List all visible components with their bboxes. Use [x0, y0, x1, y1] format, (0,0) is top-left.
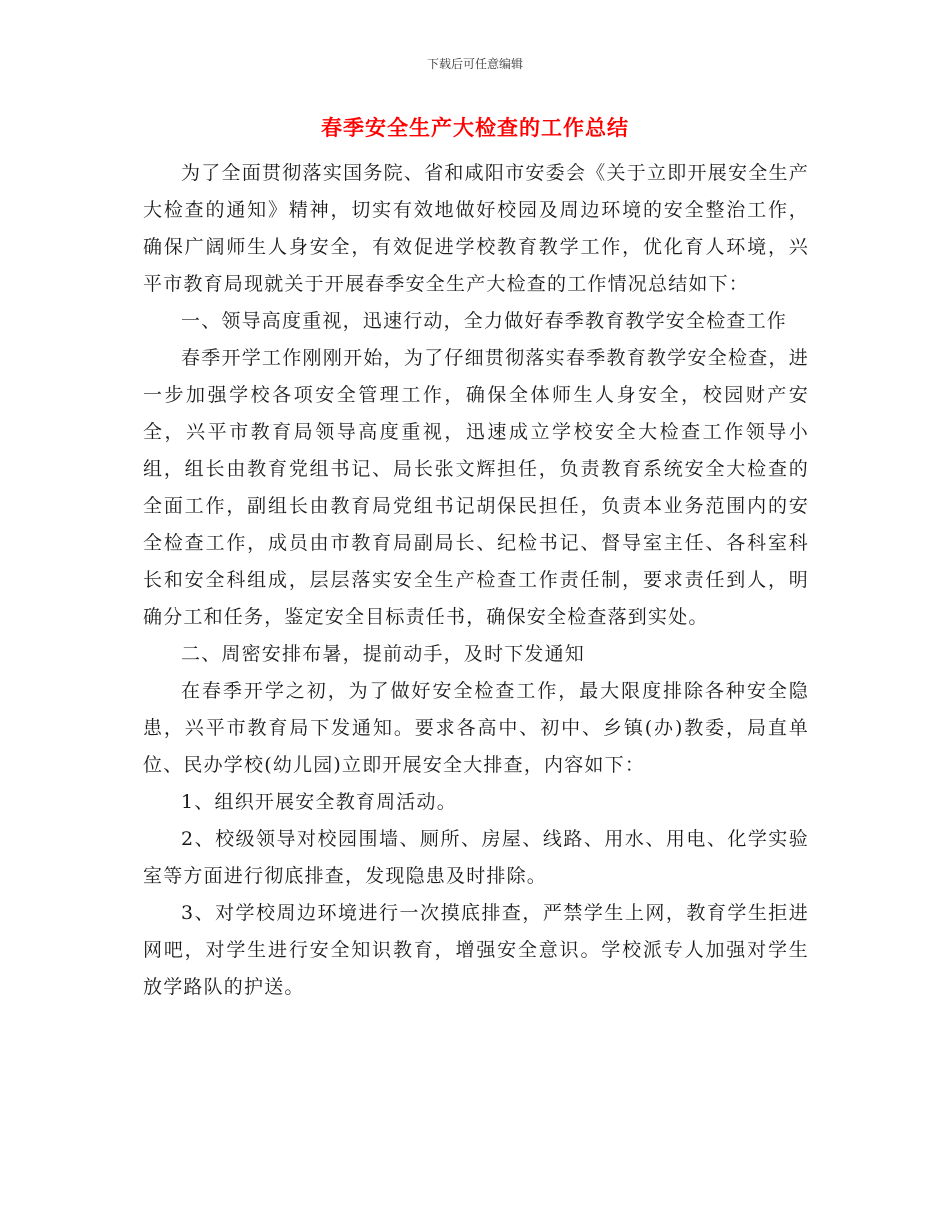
document-body — [143, 155, 809, 1006]
paragraph-section-1: 春季开学工作刚刚开始，为了仔细贯彻落实春季教育教学安全检查，进一步加强学校各项安全管理工作，确保全体师生人身安全，校园财产安全，兴平市教育局领导高度重视，迅速成立学校安全大检查工作领导小组，组长由教育党组书记、局长张文辉担任，负责教育系统安全大检查的全面工作，副组长由教育局党组书记胡保民担任，负责本业务范围内的安全检查工作，成员由市教育局副局长、纪检书记、督导室主任、各科室科长和安全科组成，层层落实安全生产检查工作责任制，要求责任到人，明确分工和任务，鉴定安全目标责任书，确保安全检查落到实处。 — [143, 347, 809, 628]
list-item-3: 3、对学校周边环境进行一次摸底排查，严禁学生上网，教育学生拒进网吧，对学生进行安全知识教育，增强安全意识。学校派专人加强对学生放学路队的护送。 — [143, 902, 809, 998]
document-title: 春季安全生产大检查的工作总结 — [321, 116, 629, 140]
section-heading-1: 一、领导高度重视，迅速行动，全力做好春季教育教学安全检查工作 — [181, 310, 788, 332]
paragraph-section-2: 在春季开学之初，为了做好安全检查工作，最大限度排除各种安全隐患，兴平市教育局下发通知。要求各高中、初中、乡镇(办)教委，局直单位、民办学校(幼儿园)立即开展安全大排查，内容如下： — [143, 680, 809, 776]
section-heading-2: 二、周密安排布暑，提前动手，及时下发通知 — [181, 643, 586, 665]
list-item-2: 2、校级领导对校园围墙、厕所、房屋、线路、用水、用电、化学实验室等方面进行彻底排查，发现隐患及时排除。 — [143, 828, 809, 887]
page-header-note: 下载后可任意编辑 — [426, 57, 523, 71]
list-item-1: 1、组织开展安全教育周活动。 — [181, 791, 457, 813]
paragraph-intro: 为了全面贯彻落实国务院、省和咸阳市安委会《关于立即开展安全生产大检查的通知》精神，切实有效地做好校园及周边环境的安全整治工作，确保广阔师生人身安全，有效促进学校教育教学工作，优化育人环境，兴平市教育局现就关于开展春季安全生产大检查的工作情况总结如下： — [143, 162, 809, 295]
